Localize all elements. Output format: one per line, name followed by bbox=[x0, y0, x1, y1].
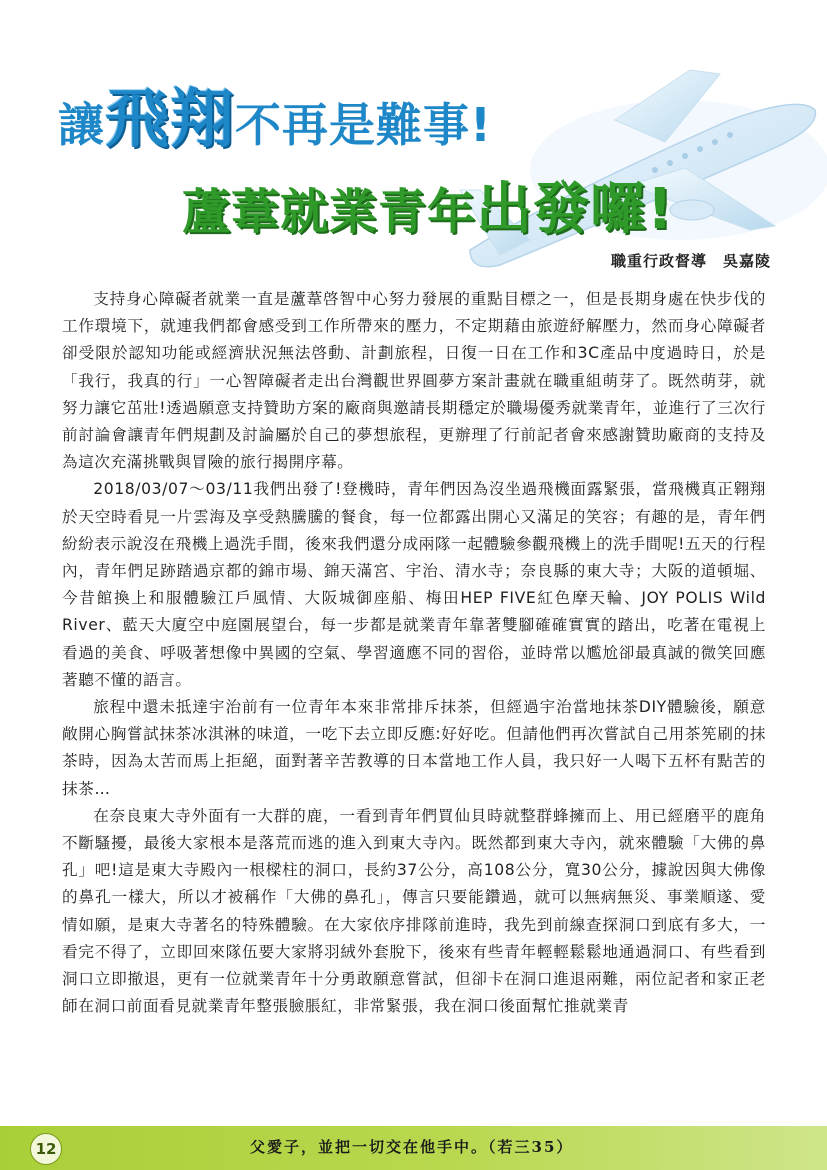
title-prefix: 讓 bbox=[58, 98, 105, 152]
paragraph: 支持身心障礙者就業一直是蘆葦啓智中心努力發展的重點目標之一，但是長期身處在快步伐的工作環境下，就連我們都會感受到工作所帶來的壓力，不定期藉由旅遊紓解壓力，然而身心障礙者卻受限於認知功能或經濟狀況無法啓動、計劃旅程，日復一日在工作和3C產品中度過時日，於是「我行，我真的行」一心智障礙者走出台灣觀世界圓夢方案計畫就在職重組萌芽了。既然萌芽，就努力讓它茁壯!透過願意支持贊助方案的廠商與邀請長期穩定於職場優秀就業青年，並進行了三次行前討論會讓青年們規劃及討論屬於自己的夢想旅程，更辦理了行前記者會來感謝贊助廠商的支持及為這次充滿挑戰與冒險的旅行揭開序幕。 bbox=[62, 290, 766, 472]
title-line-2 bbox=[182, 165, 674, 245]
title-highlight: 飛翔 bbox=[105, 83, 235, 157]
paragraph: 在奈良東大寺外面有一大群的鹿，一看到青年們買仙貝時就整群蜂擁而上、用已經磨平的鹿角不斷騷擾，最後大家根本是落荒而逃的進入到東大寺內。既然都到東大寺內，就來體驗「大佛的鼻孔」吧!這是東大寺殿內一根樑柱的洞口，長約37公分，高108公分，寬30公分，據說因與大佛像的鼻孔一樣大，所以才被稱作「大佛的鼻孔」，傳言只要能鑽過，就可以無病無災、事業順遂、愛情如願，是東大寺著名的特殊體驗。在大家依序排隊前進時，我先到前線查探洞口到底有多大，一看完不得了，立即回來隊伍要大家將羽絨外套脫下，後來有些青年輕輕鬆鬆地通過洞口、有些看到洞口立即撤退，更有一位就業青年十分勇敢願意嘗試，但卻卡在洞口進退兩難，兩位記者和家正老師在洞口前面看見就業青年整張臉脹紅，非常緊張，我在洞口後面幫忙推就業青 bbox=[62, 806, 766, 1016]
paragraph: 2018/03/07～03/11我們出發了!登機時，青年們因為沒坐過飛機面露緊張，當飛機真正翱翔於天空時看見一片雲海及享受熱騰騰的餐食，每一位都露出開心又滿足的笑容；有趣的是，青年們紛紛表示說沒在飛機上過洗手間，後來我們還分成兩隊一起體驗參觀飛機上的洗手間呢!五天的行程內，青年們足跡踏過京都的錦市場、錦天滿宮、宇治、清水寺；奈良縣的東大寺；大阪的道頓堀、今昔館換上和服體驗江戶風情、大阪城御座船、梅田HEP FIVE紅色摩天輪、JOY POLIS Wild River、藍天大廈空中庭園展望台，每一步都是就業青年靠著雙腳確確實實的踏出，吃著在電視上看過的美食、呼吸著想像中異國的空氣、學習適應不同的習俗，並時常以尷尬卻最真誠的微笑回應著聽不懂的語言。 bbox=[62, 480, 766, 689]
page-number: 12 bbox=[30, 1133, 62, 1165]
paragraph: 旅程中還未抵達宇治前有一位青年本來非常排斥抹茶，但經過宇治當地抹茶DIY體驗後，願意敞開心胸嘗試抹茶冰淇淋的味道，一吃下去立即反應:好好吃。但請他們再次嘗試自己用茶筅刷的抹茶時，因為太苦而馬上拒絕，面對著辛苦教導的日本當地工作人員，我只好一人喝下五杯有點苦的抹茶… bbox=[62, 698, 766, 798]
author-byline: 職重行政督導 吳嘉陵 bbox=[610, 252, 771, 270]
title-line-1 bbox=[58, 68, 492, 160]
footer-quote: 父愛子，並把一切交在他手中。（若三35） bbox=[250, 1138, 574, 1156]
title-line2-highlight: 出發囉! bbox=[476, 177, 674, 242]
title-suffix: 不再是難事! bbox=[235, 98, 492, 152]
title-line2-main: 蘆葦就業青年 bbox=[182, 184, 477, 240]
article-body bbox=[62, 286, 766, 1020]
